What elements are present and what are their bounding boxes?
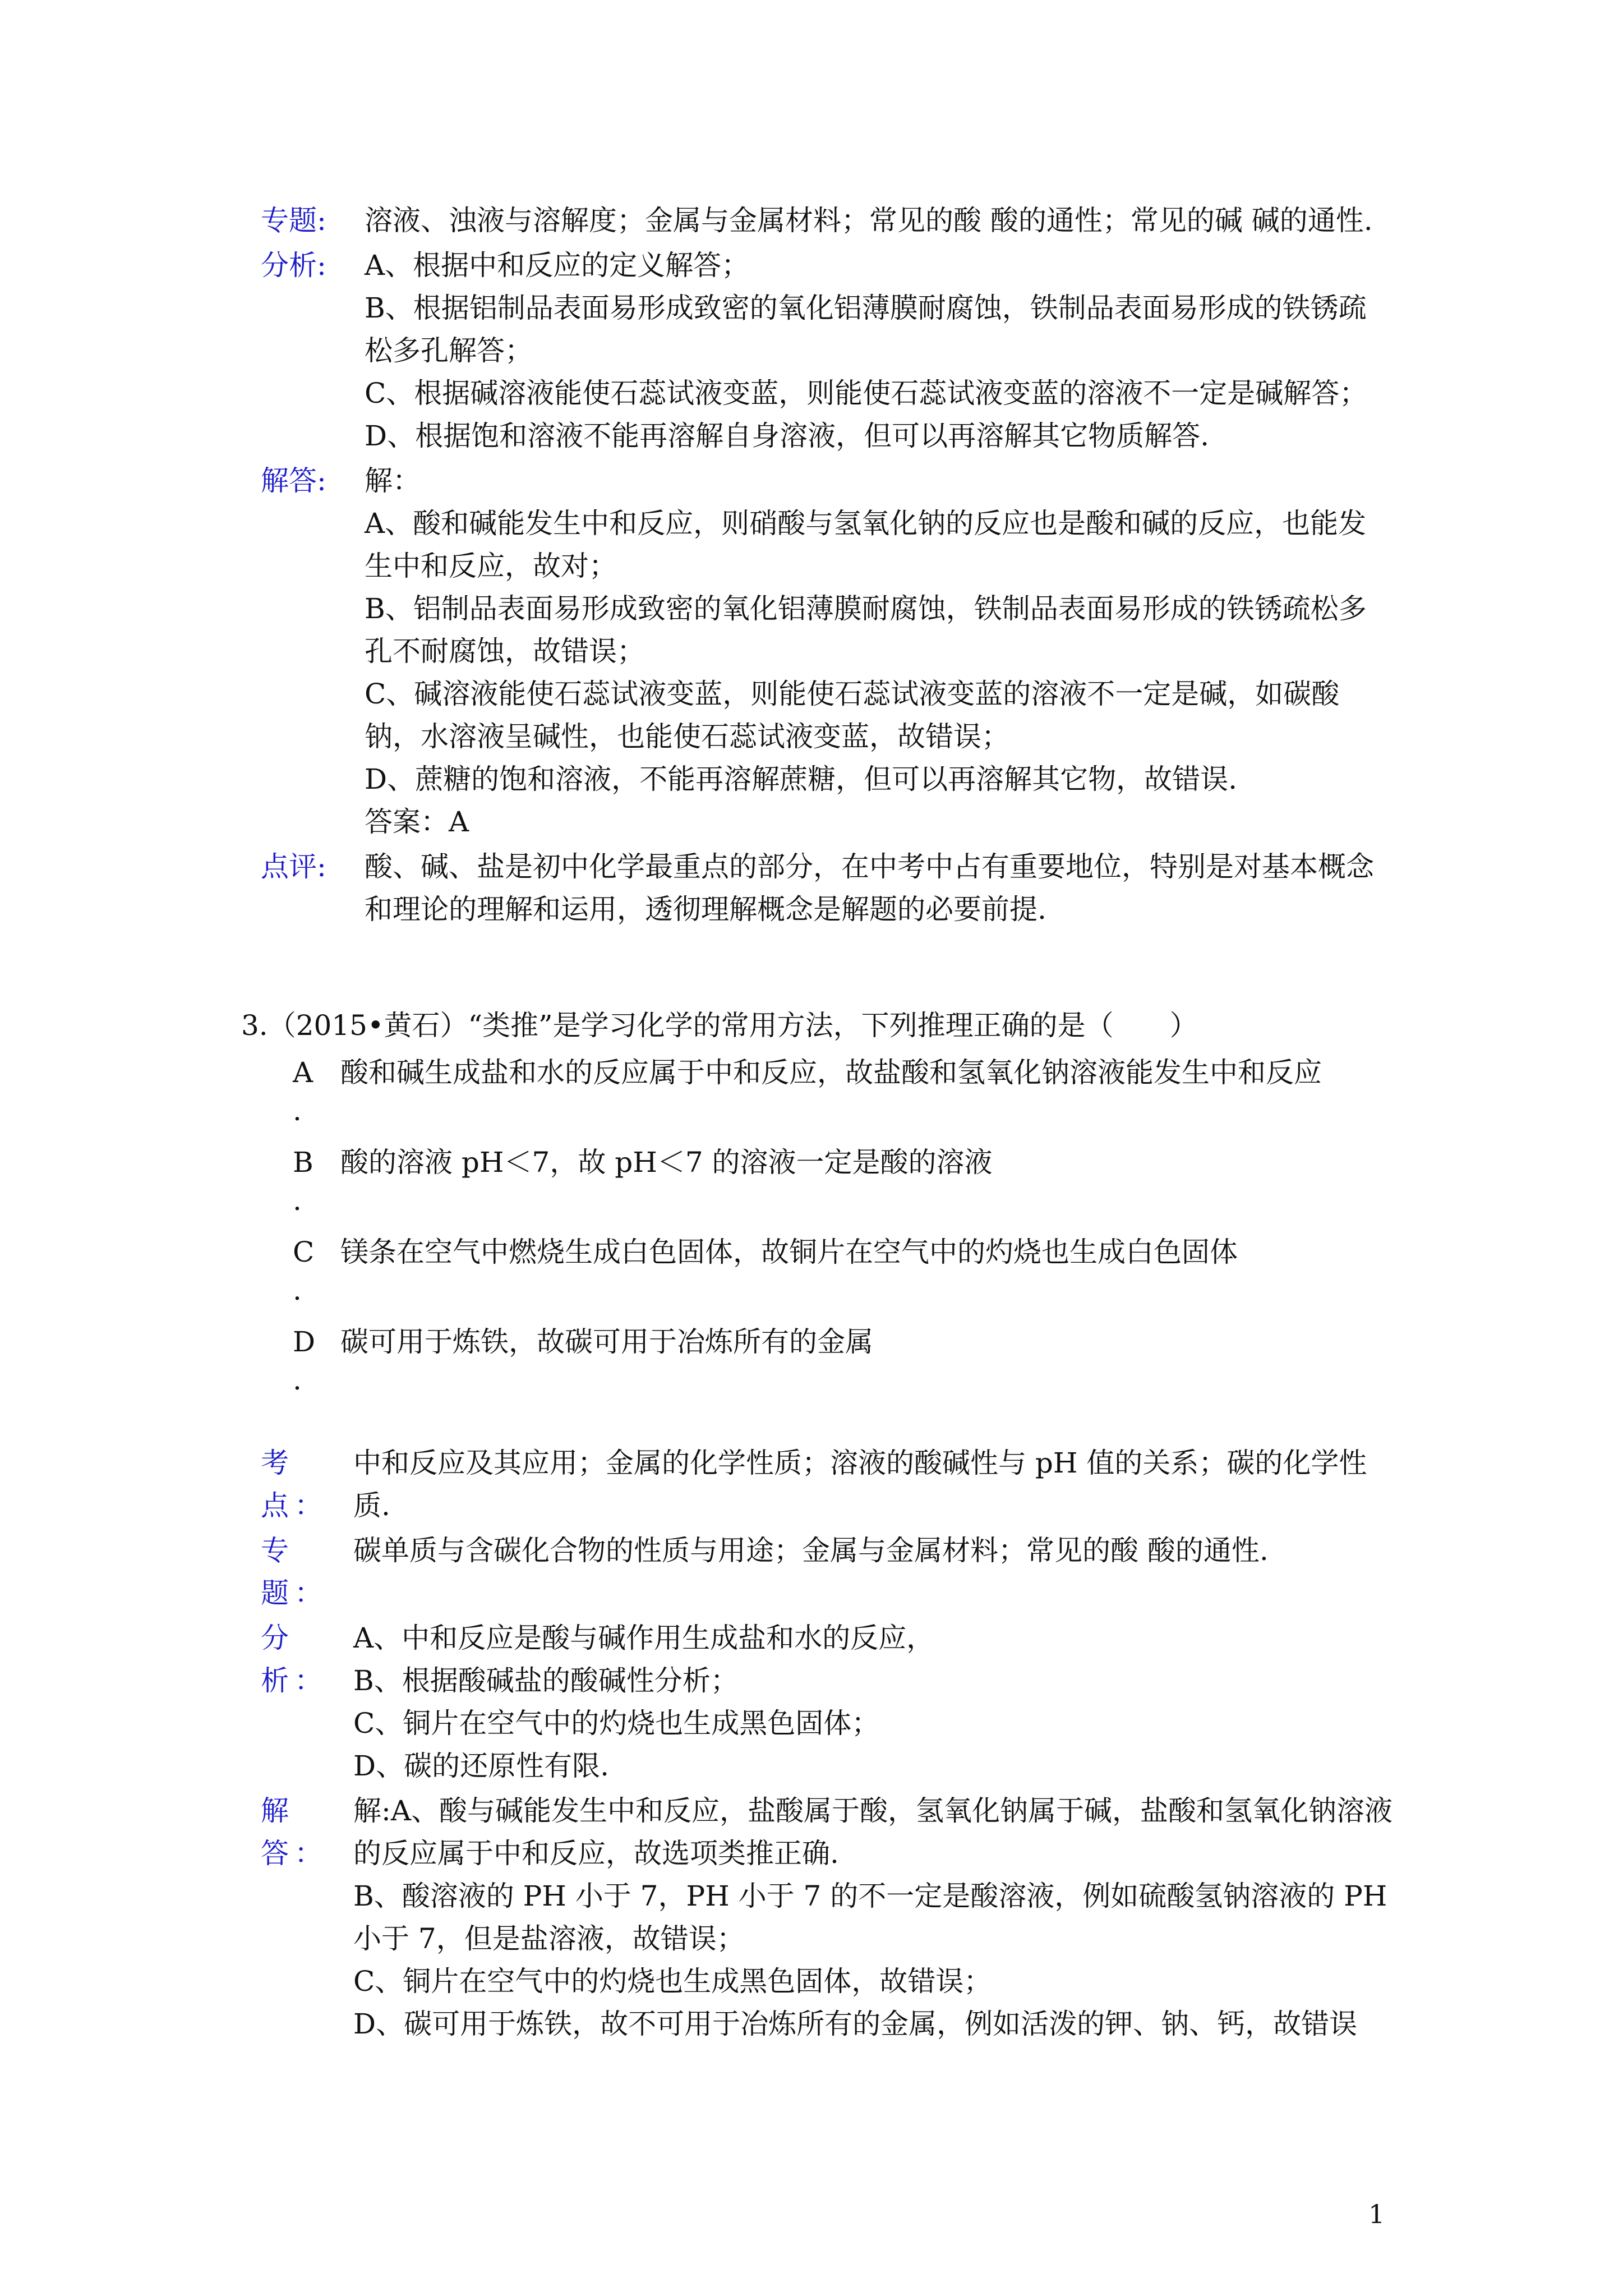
jieda2-line: D、碳可用于炼铁，故不可用于冶炼所有的金属，例如活泼的钾、钠、钙，故错误 <box>353 2008 1358 2040</box>
dianping-text: 酸、碱、盐是初中化学最重点的部分，在中考中占有重要地位，特别是对基本概念和理论的理解和运用，透彻理解概念是解题的必要前提. <box>365 850 1374 926</box>
option-text: 酸的溶液 pH＜7，故 pH＜7 的溶液一定是酸的溶液 <box>340 1146 993 1179</box>
analysis-block-q3 <box>261 1442 1394 2047</box>
jieda2-line: B、酸溶液的 PH 小于 7，PH 小于 7 的不一定是酸溶液，例如硫酸氢钠溶液的 PH 小于 7，但是盐溶液，故错误； <box>353 1880 1387 1955</box>
fenxi-line: C、根据碱溶液能使石蕊试液变蓝，则能使石蕊试液变蓝的溶液不一定是碱解答； <box>365 377 1368 409</box>
fenxi2-row <box>261 1617 1394 1787</box>
kaodian-text: 中和反应及其应用；金属的化学性质；溶液的酸碱性与 pH 值的关系；碳的化学性质. <box>353 1447 1367 1522</box>
kaodian-label: 考点： <box>261 1447 328 1522</box>
fenxi2-line: C、铜片在空气中的灼烧也生成黑色固体； <box>353 1707 880 1740</box>
fenxi-line: A、根据中和反应的定义解答； <box>365 249 750 282</box>
analysis-block-q2 <box>261 199 1394 933</box>
fenxi2-line: A、中和反应是酸与碱作用生成盐和水的反应， <box>353 1622 935 1654</box>
kaodian-row <box>261 1442 1394 1527</box>
jieda2-label: 解答： <box>261 1795 328 1870</box>
fenxi-label: 分析: <box>261 249 326 282</box>
jieda-row <box>261 459 1394 843</box>
jieda2-row <box>261 1789 1394 2045</box>
question-stem: 3.（2015•黄石）“类推”是学习化学的常用方法，下列推理正确的是（ ） <box>241 1009 1198 1042</box>
option-letter: D <box>293 1326 316 1358</box>
zhuanti2-label: 专题： <box>261 1534 328 1609</box>
dianping-label: 点评: <box>261 850 326 883</box>
fenxi-line: D、根据饱和溶液不能再溶解自身溶液，但可以再溶解其它物质解答. <box>365 420 1209 452</box>
jieda2-line: C、铜片在空气中的灼烧也生成黑色固体，故错误； <box>353 1965 992 1998</box>
zhuanti-text: 溶液、浊液与溶解度；金属与金属材料；常见的酸 酸的通性；常见的碱 碱的通性. <box>365 204 1373 237</box>
question-3 <box>241 1004 1419 1406</box>
fenxi2-label: 分析： <box>261 1622 328 1697</box>
option-letter: C <box>293 1236 315 1268</box>
jieda-line: A、酸和碱能发生中和反应，则硝酸与氢氧化钠的反应也是酸和碱的反应，也能发生中和反应，故对； <box>365 507 1367 582</box>
dianping-row <box>261 845 1394 931</box>
option-letter: B <box>293 1146 313 1179</box>
page-number: 1 <box>1368 2199 1385 2229</box>
jieda-line: B、铝制品表面易形成致密的氧化铝薄膜耐腐蚀，铁制品表面易形成的铁锈疏松多孔不耐腐蚀，故错误； <box>365 592 1367 668</box>
zhuanti2-row <box>261 1529 1394 1614</box>
option-letter: A <box>293 1056 313 1089</box>
jieda2-line: 解:A、酸与碱能发生中和反应，盐酸属于酸，氢氧化钠属于碱，盐酸和氢氧化钠溶液的反应属于中和反应，故选项类推正确. <box>353 1795 1393 1870</box>
jieda-line: 解： <box>365 464 421 497</box>
zhuanti-label: 专题: <box>261 204 326 237</box>
jieda-line: 答案：A <box>365 806 469 838</box>
jieda-line: D、蔗糖的饱和溶液，不能再溶解蔗糖，但可以再溶解其它物，故错误. <box>365 763 1237 795</box>
fenxi2-line: D、碳的还原性有限. <box>353 1750 609 1782</box>
option-text: 镁条在空气中燃烧生成白色固体，故铜片在空气中的灼烧也生成白色固体 <box>340 1236 1238 1268</box>
zhuanti-row <box>261 199 1394 242</box>
option-d: D . 碳可用于炼铁，故碳可用于冶炼所有的金属 <box>293 1320 1419 1406</box>
fenxi-line: B、根据铝制品表面易形成致密的氧化铝薄膜耐腐蚀，铁制品表面易形成的铁锈疏松多孔解答； <box>365 292 1367 367</box>
option-text: 碳可用于炼铁，故碳可用于冶炼所有的金属 <box>340 1326 873 1358</box>
jieda-label: 解答: <box>261 464 326 497</box>
option-text: 酸和碱生成盐和水的反应属于中和反应，故盐酸和氢氧化钠溶液能发生中和反应 <box>340 1056 1322 1089</box>
option-a: A . 酸和碱生成盐和水的反应属于中和反应，故盐酸和氢氧化钠溶液能发生中和反应 <box>293 1051 1419 1137</box>
jieda-line: C、碱溶液能使石蕊试液变蓝，则能使石蕊试液变蓝的溶液不一定是碱，如碳酸钠，水溶液呈碱性，也能使石蕊试液变蓝，故错误； <box>365 678 1340 753</box>
option-b: B . 酸的溶液 pH＜7，故 pH＜7 的溶液一定是酸的溶液 <box>293 1141 1419 1226</box>
fenxi-row <box>261 244 1394 457</box>
zhuanti2-text: 碳单质与含碳化合物的性质与用途；金属与金属材料；常见的酸 酸的通性. <box>353 1534 1269 1567</box>
option-c: C . 镁条在空气中燃烧生成白色固体，故铜片在空气中的灼烧也生成白色固体 <box>293 1231 1419 1316</box>
fenxi2-line: B、根据酸碱盐的酸碱性分析； <box>353 1664 739 1697</box>
